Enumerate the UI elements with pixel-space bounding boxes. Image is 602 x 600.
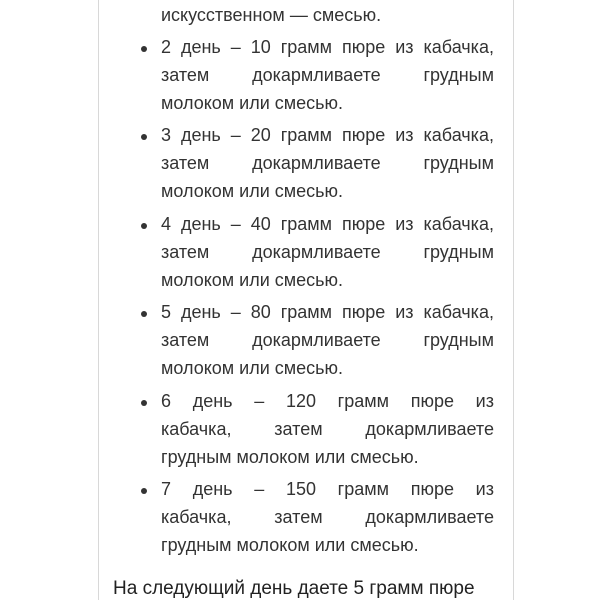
list-item-line bbox=[161, 301, 494, 323]
list-item-line bbox=[161, 478, 494, 500]
list-item-line bbox=[161, 418, 494, 440]
list-item-line bbox=[161, 124, 494, 146]
next-paragraph: На следующий день даете 5 грамм пюре bbox=[113, 578, 475, 599]
list-item-line bbox=[161, 329, 494, 351]
word: докармливаете bbox=[365, 419, 494, 439]
word: день bbox=[180, 125, 221, 145]
list-item-line bbox=[161, 241, 494, 263]
word: грудным bbox=[423, 242, 494, 262]
list-item-line bbox=[161, 36, 494, 58]
word: докармливаете bbox=[365, 507, 494, 527]
word: день bbox=[180, 214, 221, 234]
bullet-icon bbox=[141, 488, 147, 494]
word: пюре bbox=[342, 125, 386, 145]
word: докармливаете bbox=[252, 65, 381, 85]
word: затем bbox=[274, 507, 323, 527]
list-item-line bbox=[161, 390, 494, 412]
bullet-icon bbox=[141, 223, 147, 229]
word: 5 bbox=[161, 302, 172, 322]
word: – bbox=[254, 391, 265, 411]
word: 2 bbox=[161, 37, 172, 57]
word: 80 bbox=[250, 302, 271, 322]
word: кабачка, bbox=[161, 507, 232, 527]
intro-tail-text: искусственном — смесью. bbox=[161, 5, 382, 25]
word: из bbox=[395, 214, 414, 234]
word: грамм bbox=[280, 37, 333, 57]
list-item-line: грудным молоком или смесью. bbox=[161, 535, 419, 555]
word: грудным bbox=[423, 65, 494, 85]
word: грамм bbox=[280, 125, 333, 145]
word: день bbox=[180, 37, 221, 57]
list-item-line bbox=[161, 152, 494, 174]
word: затем bbox=[161, 153, 210, 173]
word: 10 bbox=[250, 37, 271, 57]
bullet-icon bbox=[141, 46, 147, 52]
word: пюре bbox=[342, 37, 386, 57]
word: грудным bbox=[423, 330, 494, 350]
word: из bbox=[475, 391, 494, 411]
word: кабачка, bbox=[161, 419, 232, 439]
word: день bbox=[192, 391, 233, 411]
word: 6 bbox=[161, 391, 172, 411]
word: – bbox=[254, 479, 265, 499]
word: затем bbox=[161, 330, 210, 350]
word: затем bbox=[161, 242, 210, 262]
word: 20 bbox=[250, 125, 271, 145]
word: докармливаете bbox=[252, 153, 381, 173]
word: – bbox=[230, 214, 241, 234]
word: пюре bbox=[342, 214, 386, 234]
word: – bbox=[230, 37, 241, 57]
word: кабачка, bbox=[423, 214, 494, 234]
word: день bbox=[192, 479, 233, 499]
word: 3 bbox=[161, 125, 172, 145]
word: из bbox=[475, 479, 494, 499]
word: 40 bbox=[250, 214, 271, 234]
list-item-line bbox=[161, 506, 494, 528]
word: 120 bbox=[285, 391, 316, 411]
word: грамм bbox=[337, 479, 390, 499]
content-border-left bbox=[98, 0, 99, 600]
word: 4 bbox=[161, 214, 172, 234]
list-item-line: молоком или смесью. bbox=[161, 358, 344, 378]
word: докармливаете bbox=[252, 242, 381, 262]
bullet-icon bbox=[141, 311, 147, 317]
word: грудным bbox=[423, 153, 494, 173]
word: из bbox=[395, 37, 414, 57]
bullet-icon bbox=[141, 134, 147, 140]
word: кабачка, bbox=[423, 37, 494, 57]
content-border-right bbox=[513, 0, 514, 600]
list-item-line: молоком или смесью. bbox=[161, 181, 344, 201]
word: затем bbox=[274, 419, 323, 439]
word: докармливаете bbox=[252, 330, 381, 350]
word: затем bbox=[161, 65, 210, 85]
word: 7 bbox=[161, 479, 172, 499]
word: из bbox=[395, 125, 414, 145]
list-item-line: молоком или смесью. bbox=[161, 270, 344, 290]
word: день bbox=[180, 302, 221, 322]
list-item-line: грудным молоком или смесью. bbox=[161, 447, 419, 467]
word: пюре bbox=[410, 479, 454, 499]
list-item-line bbox=[161, 64, 494, 86]
bullet-icon bbox=[141, 400, 147, 406]
list-item-line bbox=[161, 213, 494, 235]
word: – bbox=[230, 125, 241, 145]
word: из bbox=[395, 302, 414, 322]
word: кабачка, bbox=[423, 125, 494, 145]
word: грамм bbox=[337, 391, 390, 411]
word: грамм bbox=[280, 302, 333, 322]
word: кабачка, bbox=[423, 302, 494, 322]
word: 150 bbox=[285, 479, 316, 499]
list-item-line: молоком или смесью. bbox=[161, 93, 344, 113]
word: пюре bbox=[410, 391, 454, 411]
word: грамм bbox=[280, 214, 333, 234]
word: пюре bbox=[342, 302, 386, 322]
word: – bbox=[230, 302, 241, 322]
